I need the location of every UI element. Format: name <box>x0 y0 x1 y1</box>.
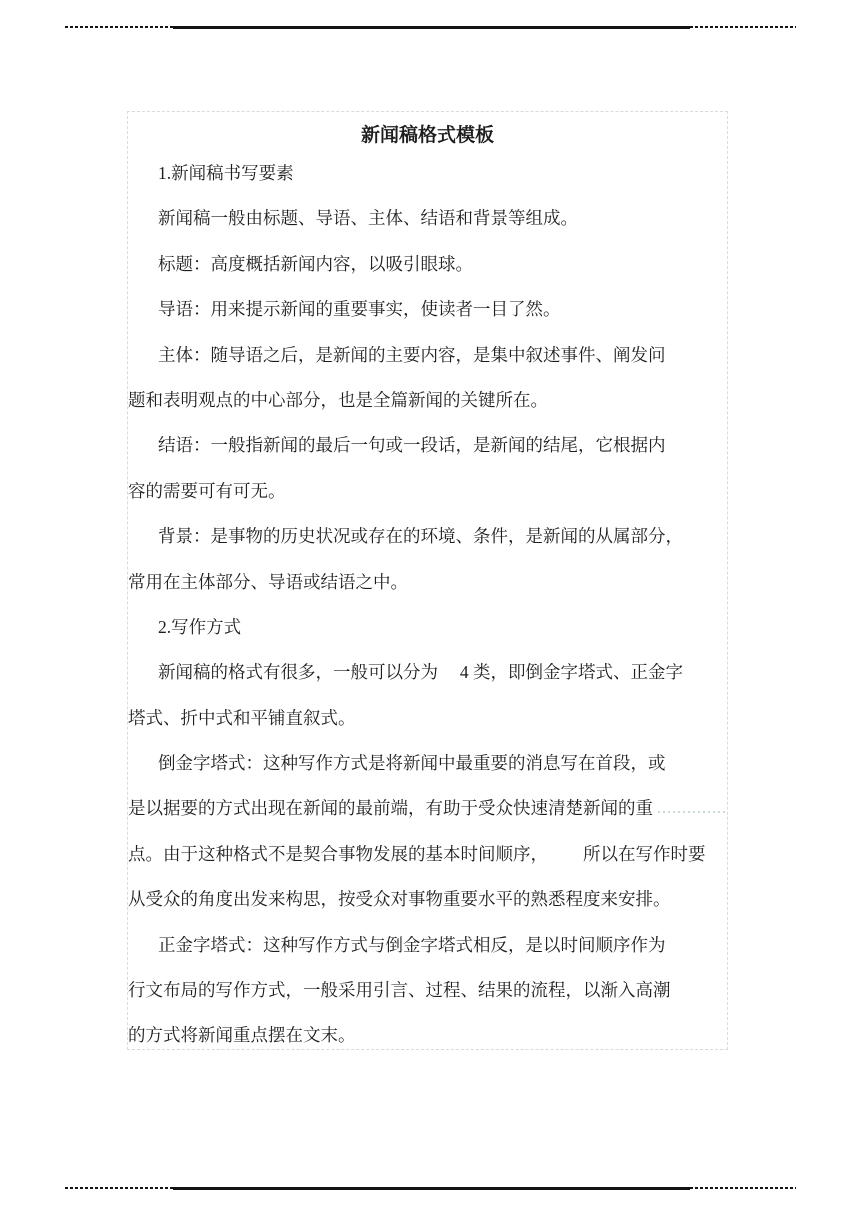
bottom-rule-line <box>65 1186 796 1190</box>
textframe-dotted-border <box>658 811 726 813</box>
document-line: 导语：用来提示新闻的重要事实，使读者一目了然。 <box>158 299 561 320</box>
document-line: 背景：是事物的历史状况或存在的环境、条件，是新闻的从属部分， <box>158 526 683 547</box>
document-line: 行文布局的写作方式，一般采用引言、过程、结果的流程，以渐入高潮 <box>128 980 671 1001</box>
document-line: 常用在主体部分、导语或结语之中。 <box>128 571 408 592</box>
top-rule-line <box>65 25 796 29</box>
bottom-rule-dashed-left <box>65 1187 173 1189</box>
top-rule-dashed-right <box>690 26 796 28</box>
bottom-rule-dashed-right <box>690 1187 796 1189</box>
document-line: 1.新闻稿书写要素 <box>158 163 294 183</box>
top-rule-dashed-left <box>65 26 173 28</box>
document-body <box>128 151 727 1059</box>
document-line: 塔式、折中式和平铺直叙式。 <box>128 707 356 728</box>
document-line: 容的需要可有可无。 <box>128 480 286 501</box>
document-line: 倒金字塔式：这种写作方式是将新闻中最重要的消息写在首段，或 <box>158 753 666 774</box>
bottom-rule-solid <box>173 1187 690 1190</box>
document-line: 标题：高度概括新闻内容，以吸引眼球。 <box>158 253 473 274</box>
top-rule-solid <box>173 26 690 29</box>
document-line: 主体：随导语之后，是新闻的主要内容，是集中叙述事件、阐发问 <box>158 344 666 365</box>
document-line: 结语：一般指新闻的最后一句或一段话，是新闻的结尾，它根据内 <box>158 435 666 456</box>
document-line: 2.写作方式 <box>158 616 242 637</box>
document-line: 从受众的角度出发来构思，按受众对事物重要水平的熟悉程度来安排。 <box>128 889 671 910</box>
document-page <box>127 111 728 1050</box>
document-line: 题和表明观点的中心部分，也是全篇新闻的关键所在。 <box>128 389 548 410</box>
document-line: 正金字塔式：这种写作方式与倒金字塔式相反，是以时间顺序作为 <box>158 934 666 955</box>
document-line: 点。由于这种格式不是契合事物发展的基本时间顺序， 所以在写作时要 <box>128 843 706 864</box>
document-line: 新闻稿的格式有很多，一般可以分为 4 类，即倒金字塔式、正金字 <box>158 662 683 683</box>
document-line: 的方式将新闻重点摆在文末。 <box>128 1025 356 1046</box>
document-line: 是以据要的方式出现在新闻的最前端，有助于受众快速清楚新闻的重 <box>128 798 653 819</box>
document-title: 新闻稿格式模板 <box>360 125 494 146</box>
document-line: 新闻稿一般由标题、导语、主体、结语和背景等组成。 <box>158 208 578 229</box>
